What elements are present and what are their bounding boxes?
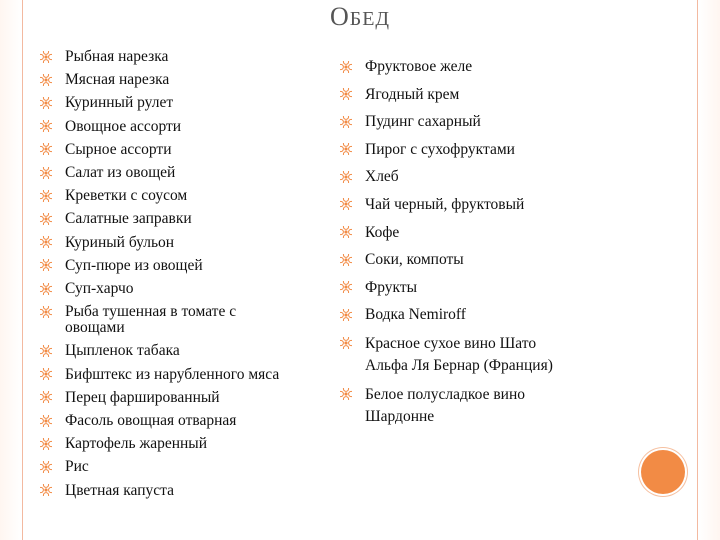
list-item-text: Чай черный, фруктовый	[365, 195, 525, 213]
flower-bullet-icon	[338, 191, 354, 218]
flower-bullet-icon	[338, 136, 354, 163]
list-item	[38, 455, 318, 478]
list-item-text: Белое полусладкое вино Шардонне	[365, 385, 526, 425]
flower-bullet-icon	[38, 45, 54, 68]
list-item	[38, 115, 318, 138]
list-item	[38, 138, 318, 161]
list-item-text: Креветки с соусом	[65, 187, 188, 205]
list-item	[38, 363, 318, 386]
flower-bullet-icon	[38, 339, 54, 362]
title-rest: БЕД	[349, 8, 391, 30]
list-item	[38, 339, 318, 362]
list-item	[38, 45, 318, 68]
list-item	[38, 277, 318, 300]
slide-title	[0, 2, 720, 32]
list-item-text: Перец фаршированный	[65, 388, 220, 406]
flower-bullet-icon	[338, 383, 354, 405]
list-item	[338, 380, 668, 431]
list-item	[38, 68, 318, 91]
list-item	[338, 301, 668, 329]
list-item-text: Рис	[65, 458, 89, 476]
list-item	[338, 136, 668, 164]
flower-bullet-icon	[38, 409, 54, 432]
list-item	[38, 207, 318, 230]
flower-bullet-icon	[338, 81, 354, 108]
list-item-text: Салат из овощей	[65, 164, 176, 182]
list-item-text: Водка Nemiroff	[365, 306, 466, 324]
list-item-text: Цыпленок табака	[65, 342, 180, 360]
list-item-text: Соки, компоты	[365, 251, 464, 269]
flower-bullet-icon	[38, 432, 54, 455]
flower-bullet-icon	[338, 301, 354, 328]
list-item	[338, 274, 668, 302]
title-first-letter: О	[329, 2, 350, 31]
list-item	[338, 53, 668, 81]
orange-circle-decoration	[641, 450, 685, 494]
flower-bullet-icon	[38, 68, 54, 91]
flower-bullet-icon	[338, 219, 354, 246]
list-item-text: Пудинг сахарный	[365, 113, 481, 131]
list-item-text: Куринный рулет	[65, 94, 174, 112]
list-item-text: Рыбная нарезка	[65, 48, 169, 65]
flower-bullet-icon	[338, 246, 354, 273]
list-item-text: Куриный бульон	[65, 233, 175, 251]
list-item-text: Пирог с сухофруктами	[365, 140, 515, 158]
list-item-text: Фрукты	[365, 278, 418, 296]
flower-bullet-icon	[38, 138, 54, 161]
flower-bullet-icon	[338, 332, 354, 354]
list-item	[338, 108, 668, 136]
list-item-text: Мясная нарезка	[65, 71, 170, 89]
list-item	[38, 432, 318, 455]
list-item	[38, 161, 318, 184]
list-item-text: Салатные заправки	[65, 210, 192, 228]
flower-bullet-icon	[38, 386, 54, 409]
flower-bullet-icon	[38, 300, 54, 323]
flower-bullet-icon	[38, 207, 54, 230]
list-item	[38, 479, 318, 502]
flower-bullet-icon	[338, 274, 354, 301]
list-item-text: Кофе	[365, 223, 400, 241]
flower-bullet-icon	[338, 163, 354, 190]
list-item-text: Сырное ассорти	[65, 140, 172, 158]
list-item-text: Фасоль овощная отварная	[65, 412, 237, 430]
list-item	[38, 409, 318, 432]
list-item	[38, 254, 318, 277]
flower-bullet-icon	[38, 254, 54, 277]
flower-bullet-icon	[38, 184, 54, 207]
flower-bullet-icon	[38, 277, 54, 300]
list-item-text: Суп-харчо	[65, 280, 134, 298]
list-item-text: Ягодный крем	[365, 85, 460, 103]
list-item-text: Фруктовое желе	[365, 58, 473, 75]
list-item-text: Бифштекс из нарубленного мяса	[65, 365, 280, 383]
list-item-text: Цветная капуста	[65, 481, 174, 499]
list-item	[338, 246, 668, 274]
list-item	[338, 329, 668, 380]
list-item	[338, 219, 668, 247]
flower-bullet-icon	[38, 161, 54, 184]
flower-bullet-icon	[38, 455, 54, 478]
list-item-text: Суп-пюре из овощей	[65, 256, 203, 274]
list-item	[338, 81, 668, 109]
list-item	[38, 300, 318, 339]
flower-bullet-icon	[38, 363, 54, 386]
left-border-decoration	[0, 0, 23, 540]
flower-bullet-icon	[38, 115, 54, 138]
flower-bullet-icon	[338, 108, 354, 135]
list-item-text: Овощное ассорти	[65, 117, 182, 135]
flower-bullet-icon	[338, 53, 354, 80]
list-item-text: Хлеб	[365, 168, 399, 186]
flower-bullet-icon	[38, 91, 54, 114]
menu-list-right	[338, 53, 668, 431]
list-item	[38, 184, 318, 207]
right-border-decoration	[697, 0, 720, 540]
list-item	[38, 91, 318, 114]
list-item	[338, 191, 668, 219]
list-item-text: Красное сухое вино Шато Альфа Ля Бернар (Франция)	[365, 334, 553, 374]
list-item	[338, 163, 668, 191]
list-item-text: Рыба тушенная в томате с овощами	[65, 302, 237, 336]
flower-bullet-icon	[38, 231, 54, 254]
list-item	[38, 386, 318, 409]
list-item-text: Картофель жаренный	[65, 435, 207, 453]
flower-bullet-icon	[38, 479, 54, 502]
menu-list-left	[38, 45, 318, 502]
list-item	[38, 231, 318, 254]
